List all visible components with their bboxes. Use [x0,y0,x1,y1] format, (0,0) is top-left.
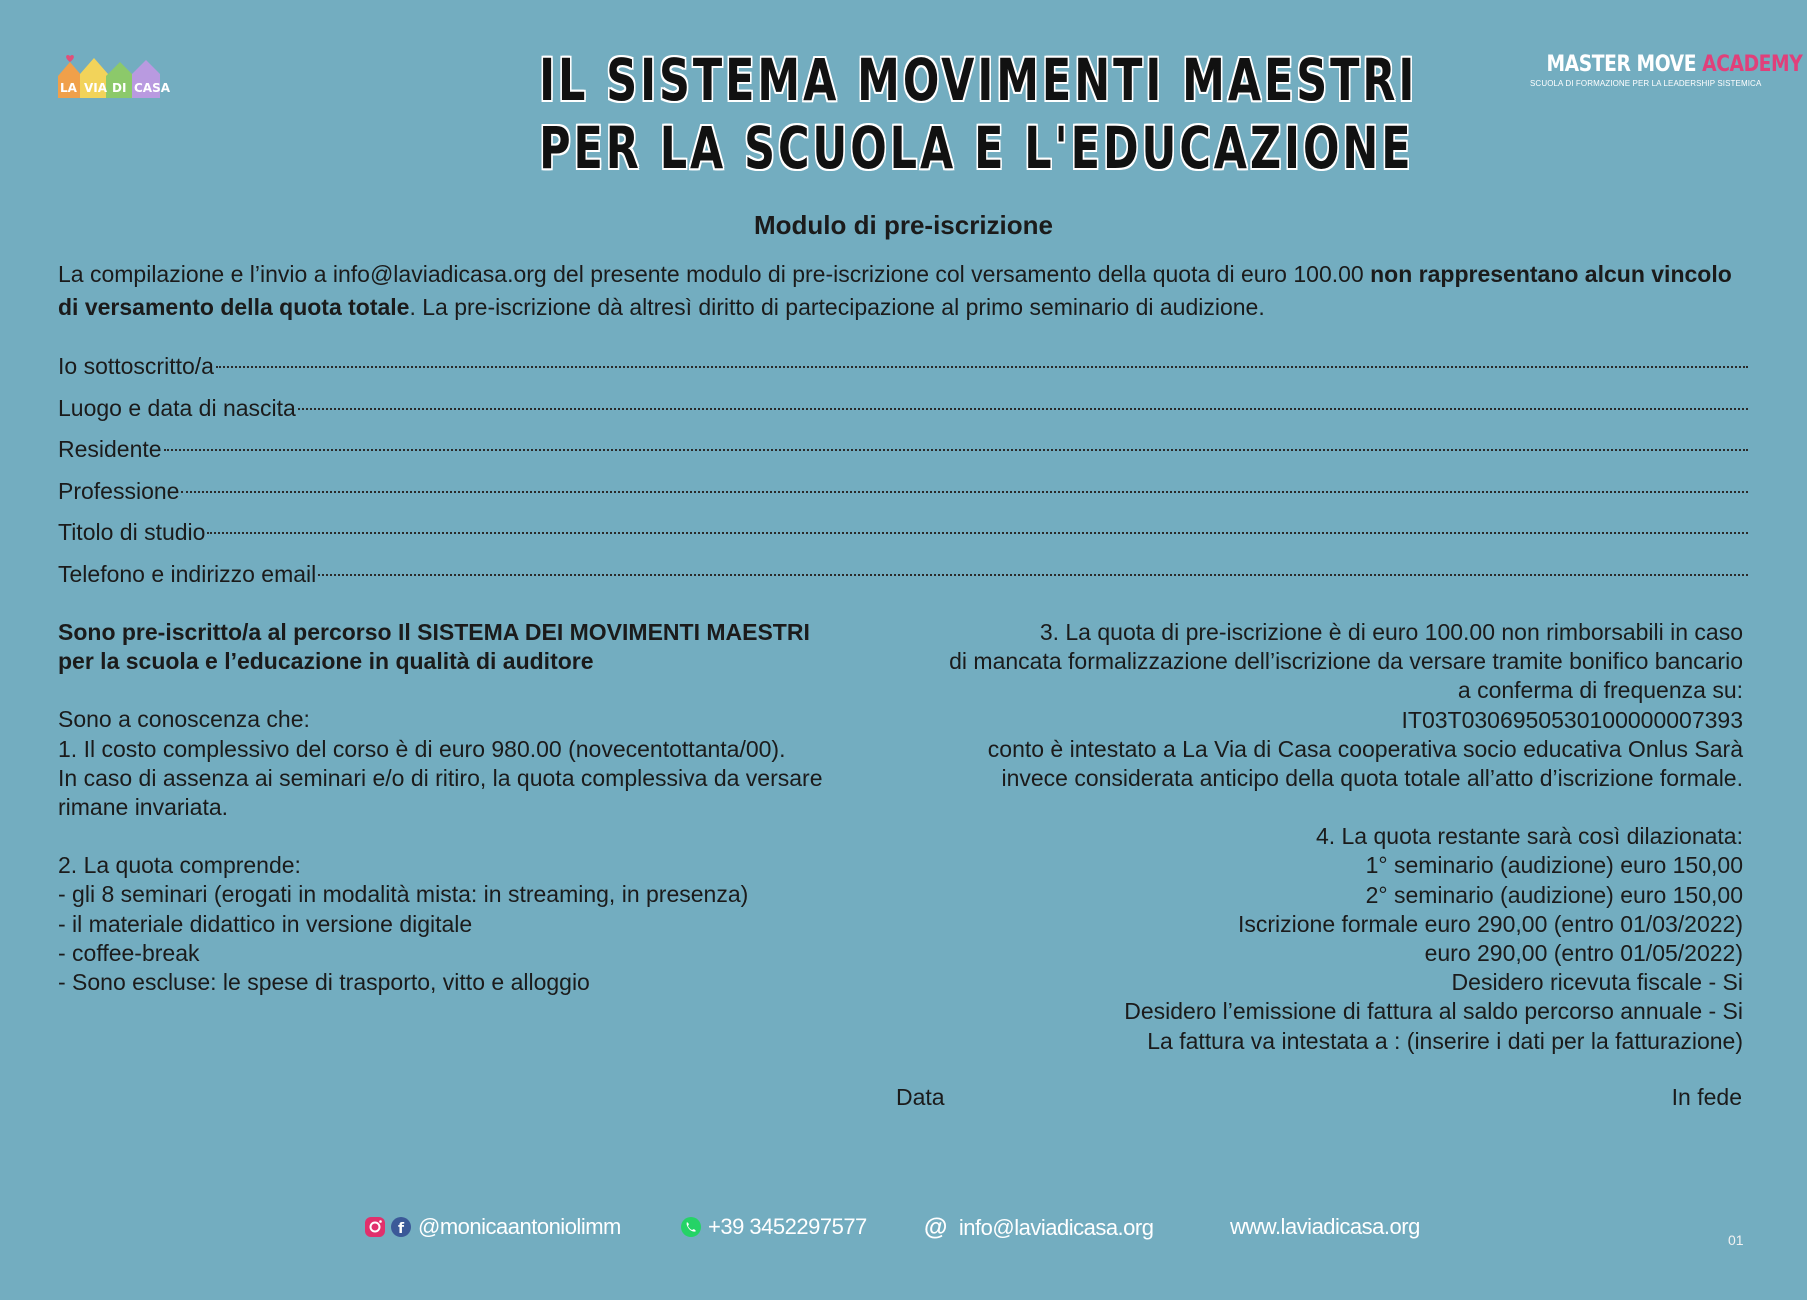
brand-accent-text: ACADEMY [1702,52,1803,77]
whatsapp-icon [680,1216,702,1238]
academy-brand-name [1546,52,1803,77]
point-3-text: 3. La quota di pre-iscrizione è di euro 100.00 non rimborsabili in caso [1039,619,1743,645]
field-label: Io sottoscritto/a [58,353,214,379]
installment-item: euro 290,00 (entro 01/05/2022) [1424,940,1743,967]
whatsapp-contact[interactable] [680,1214,867,1240]
social-handle-text: @monicaantoniolimm [418,1214,621,1239]
point-2-heading: 2. La quota comprende: [58,852,301,879]
phone-number: +39 3452297577 [708,1214,867,1239]
academy-tagline: SCUOLA DI FORMAZIONE PER LA LEADERSHIP SISTEMICA [1530,79,1762,88]
enroll-statement: Sono pre-iscritto/a al percorso Il SISTEMA DEI MOVIMENTI MAESTRI [58,619,810,645]
intro-paragraph [58,258,1748,324]
receipt-option: Desidero ricevuta fiscale - Si [1451,969,1743,996]
form-fields [58,346,1748,596]
left-column [58,618,898,997]
field-residence[interactable] [58,429,1748,471]
brand-text: MASTER MOVE [1546,52,1697,77]
iban-text: IT03T0306950530100000007393 [1401,706,1743,733]
fill-in-line[interactable] [181,491,1748,493]
field-birth[interactable] [58,388,1748,430]
point-1-text: In caso di assenza ai seminari e/o di ritiro, la quota complessiva da versare [58,764,823,791]
master-move-academy-logo [1530,52,1803,88]
la-via-di-casa-logo [56,54,172,102]
page-number: 01 [1728,1232,1744,1248]
house-logo-icon [56,54,172,102]
website-url: www.laviadicasa.org [1230,1214,1420,1239]
invoice-option: Desidero l’emissione di fattura al saldo percorso annuale - Si [1124,998,1743,1025]
field-name[interactable] [58,346,1748,388]
installment-item: Iscrizione formale euro 290,00 (entro 01/03/2022) [1237,910,1743,937]
form-title: Modulo di pre-iscrizione [753,210,1053,240]
svg-text:VIA: VIA [84,81,108,95]
svg-text:DI: DI [112,81,127,95]
field-label: Titolo di studio [58,519,206,546]
instagram-icon [364,1216,386,1238]
svg-text:f: f [398,1221,404,1237]
at-icon: @ [924,1214,947,1241]
intro-text-1: La compilazione e l’invio a info@laviadicasa.org del presente modulo di pre-iscrizione col versamento della quota di euro 100.00 [58,261,1371,287]
invoice-recipient: La fattura va intestata a : (inserire i dati per la fatturazione) [1147,1027,1743,1054]
includes-item: - Sono escluse: le spese di trasporto, vitto e alloggio [58,969,590,996]
headline-line-2: PER LA SCUOLA E L'EDUCAZIONE [539,114,1414,182]
awareness-heading: Sono a conoscenza che: [58,706,310,733]
svg-text:LA: LA [60,81,77,95]
fill-in-line[interactable] [207,532,1748,534]
headline-line-1: IL SISTEMA MOVIMENTI MAESTRI [539,46,1418,114]
installment-item: 1° seminario (audizione) euro 150,00 [1365,852,1743,879]
point-4-heading: 4. La quota restante sarà così dilazionata: [1315,823,1743,850]
svg-text:CASA: CASA [134,81,171,95]
email-contact[interactable] [924,1214,1153,1242]
facebook-icon [390,1216,412,1238]
footer-contacts [0,1214,1807,1248]
point-1-text: 1. Il costo complessivo del corso è di euro 980.00 (novecentottanta/00). [58,735,786,762]
fill-in-line[interactable] [216,366,1748,368]
point-3-text: conto è intestato a La Via di Casa cooperativa socio educativa Onlus Sarà [987,735,1743,762]
includes-item: - il materiale didattico in versione digitale [58,910,473,937]
point-3-text: di mancata formalizzazione dell’iscrizione da versare tramite bonifico bancario [949,648,1743,675]
fill-in-line[interactable] [164,449,1748,451]
field-label: Residente [58,436,162,463]
social-handle[interactable] [364,1214,621,1240]
includes-item: - coffee-break [58,939,200,966]
field-label: Professione [58,477,180,504]
point-3-text: invece considerata anticipo della quota totale all’atto d’iscrizione formale. [1001,765,1743,792]
email-address: info@laviadicasa.org [958,1215,1154,1240]
intro-text-2: . La pre-iscrizione dà altresì diritto di partecipazione al primo seminario di audizione. [409,294,1265,320]
date-label: Data [896,1084,945,1110]
point-1-text: rimane invariata. [58,794,229,821]
installment-item: 2° seminario (audizione) euro 150,00 [1365,881,1743,908]
includes-item: - gli 8 seminari (erogati in modalità mista: in streaming, in presenza) [58,881,749,908]
point-3-text: a conferma di frequenza su: [1457,677,1743,704]
field-contact[interactable] [58,554,1748,596]
field-profession[interactable] [58,471,1748,513]
signature-label: In fede [1671,1084,1742,1110]
field-label: Telefono e indirizzo email [58,560,317,587]
field-education[interactable] [58,512,1748,554]
enroll-statement: per la scuola e l’educazione in qualità di auditore [58,648,594,675]
website-link[interactable] [1230,1214,1420,1240]
fill-in-line[interactable] [298,408,1748,410]
right-column [860,618,1743,1056]
intro-bold-text: non rappresentano alcun vincolo di versamento della quota totale [58,261,1732,320]
fill-in-line[interactable] [318,574,1748,576]
field-label: Luogo e data di nascita [58,394,296,421]
page-headline [400,46,1470,182]
